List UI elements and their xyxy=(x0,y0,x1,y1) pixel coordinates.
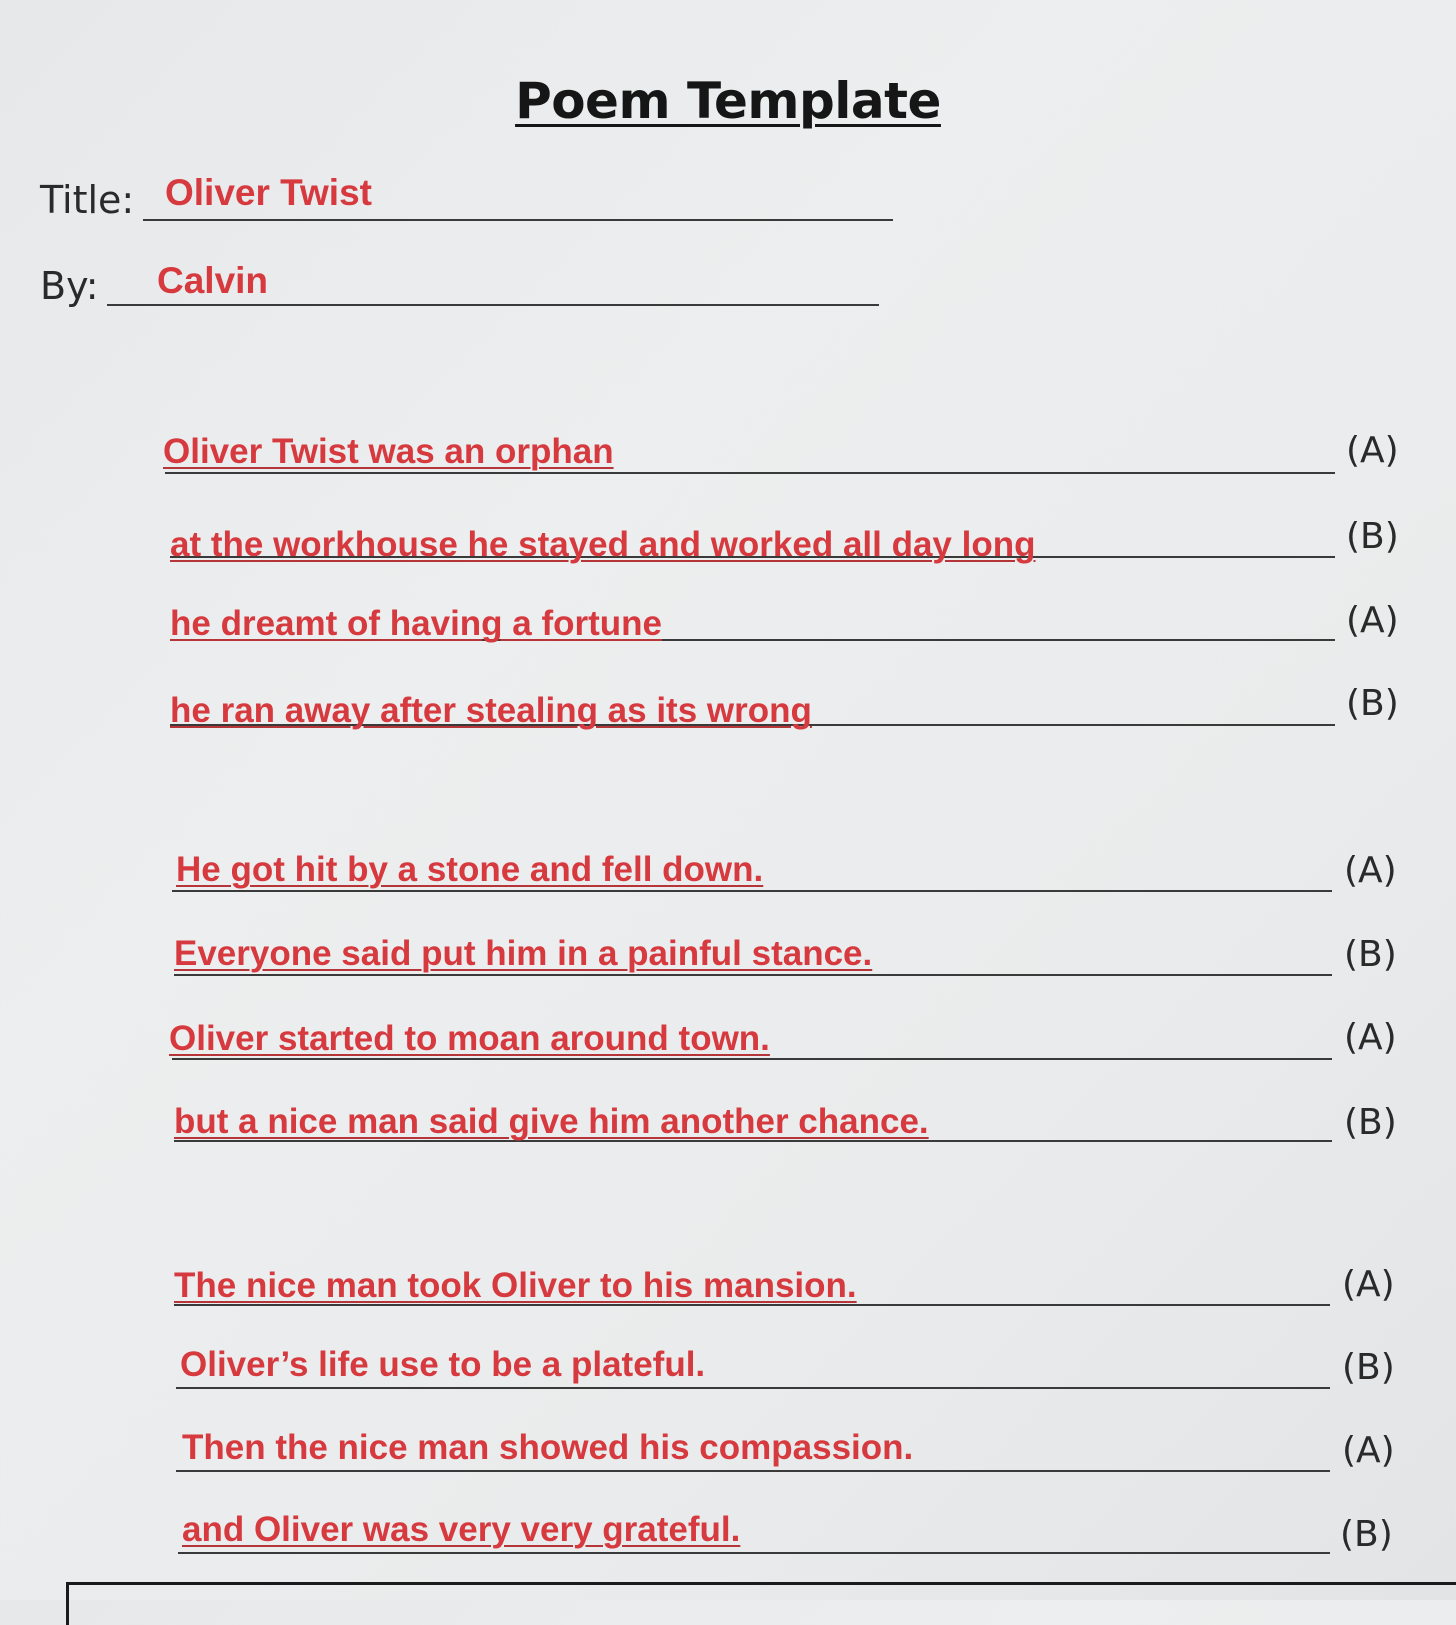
rhyme-marker: (B) xyxy=(1346,683,1399,724)
page-title-text: Poem Template xyxy=(515,72,941,130)
title-field-rule xyxy=(143,219,893,221)
poem-line-text: Oliver’s life use to be a plateful. xyxy=(180,1345,706,1384)
rhyme-marker: (B) xyxy=(1342,1347,1395,1388)
poem-line-text: and Oliver was very very grateful. xyxy=(182,1510,741,1549)
poem-line-text: he dreamt of having a fortune xyxy=(170,604,662,643)
poem-line xyxy=(0,512,1456,572)
author-field-rule xyxy=(107,304,879,306)
poem-line-text: The nice man took Oliver to his mansion. xyxy=(174,1266,857,1305)
line-rule xyxy=(174,974,1332,976)
rhyme-marker: (A) xyxy=(1342,1430,1395,1471)
rhyme-marker: (A) xyxy=(1346,600,1399,641)
rhyme-marker: (B) xyxy=(1344,1102,1397,1143)
poem-line xyxy=(0,1428,1456,1488)
poem-line-text: at the workhouse he stayed and worked all day long xyxy=(170,525,1036,564)
author-label: By: xyxy=(40,264,99,308)
author-value: Calvin xyxy=(157,260,269,301)
poem-line xyxy=(0,930,1456,990)
poem-line xyxy=(0,1510,1456,1570)
poem-line-text: Everyone said put him in a painful stance. xyxy=(174,934,873,973)
rhyme-marker: (B) xyxy=(1340,1514,1393,1555)
poem-line xyxy=(0,1345,1456,1405)
rhyme-marker: (A) xyxy=(1344,1017,1397,1058)
line-rule xyxy=(176,1387,1330,1389)
line-rule xyxy=(178,1552,1330,1554)
line-rule xyxy=(165,472,1335,474)
poem-line-text: Then the nice man showed his compassion. xyxy=(182,1428,914,1467)
title-label: Title: xyxy=(40,178,135,222)
rhyme-marker: (A) xyxy=(1342,1264,1395,1305)
rhyme-marker: (B) xyxy=(1344,934,1397,975)
poem-line xyxy=(0,846,1456,906)
poem-line xyxy=(0,428,1456,488)
poem-line xyxy=(0,595,1456,655)
poem-line xyxy=(0,1096,1456,1156)
rhyme-marker: (B) xyxy=(1346,516,1399,557)
line-rule xyxy=(176,1470,1330,1472)
poem-line-text: but a nice man said give him another chance. xyxy=(174,1102,929,1141)
line-rule xyxy=(172,890,1332,892)
page-title xyxy=(0,72,1456,130)
rhyme-marker: (A) xyxy=(1346,430,1399,471)
poem-line-text: Oliver Twist was an orphan xyxy=(163,432,614,471)
poem-line-text: He got hit by a stone and fell down. xyxy=(176,850,764,889)
poem-line xyxy=(0,1014,1456,1074)
bottom-frame xyxy=(66,1582,1456,1625)
poem-line xyxy=(0,1262,1456,1322)
title-value: Oliver Twist xyxy=(165,172,372,213)
poem-line-text: Oliver started to moan around town. xyxy=(169,1019,770,1058)
poem-line-text: he ran away after stealing as its wrong xyxy=(170,691,812,730)
poem-line xyxy=(0,680,1456,740)
rhyme-marker: (A) xyxy=(1344,850,1397,891)
